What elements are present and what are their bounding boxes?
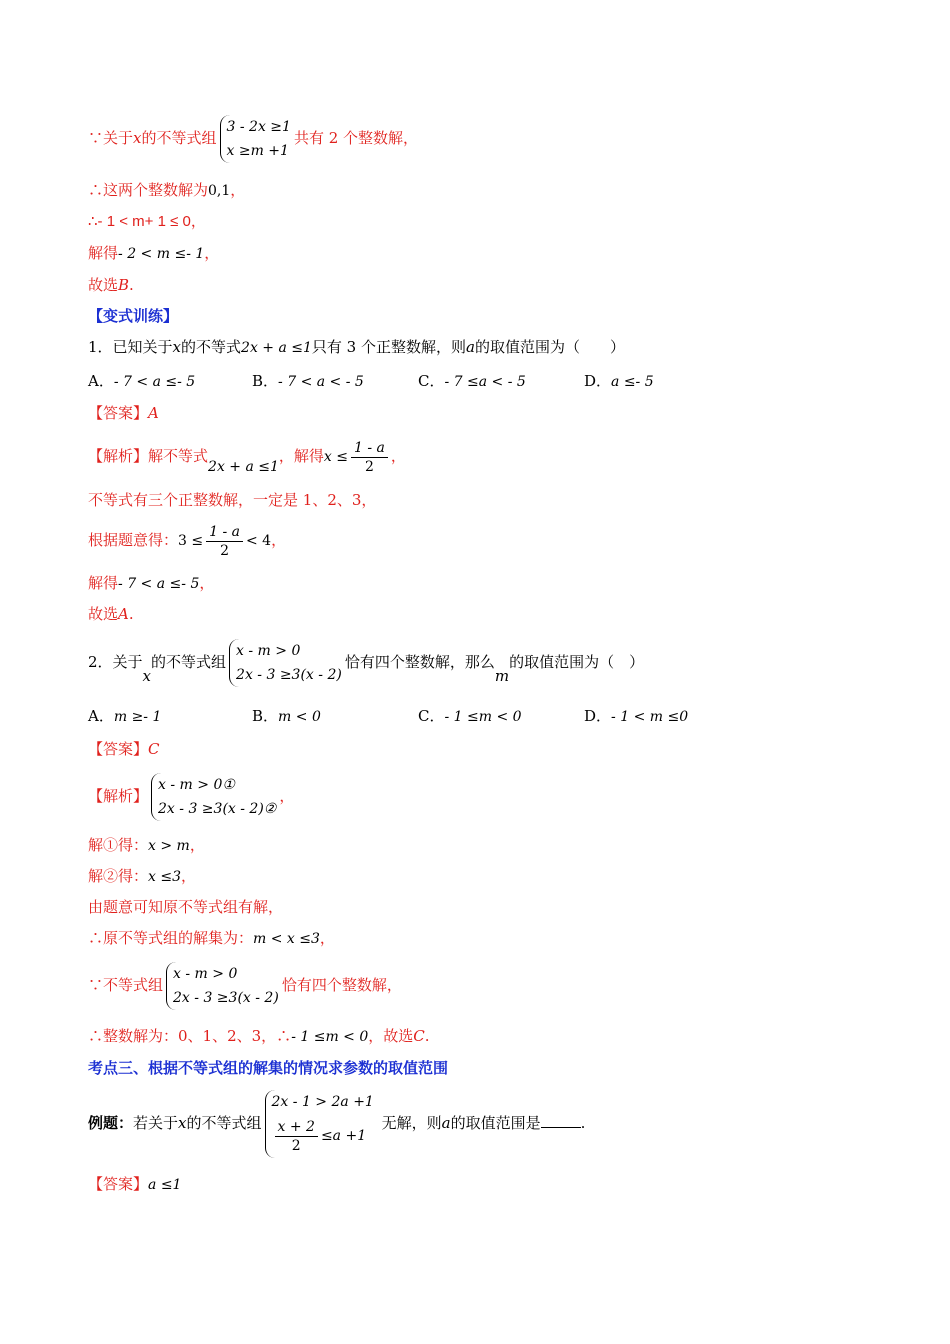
system-row-1: 3 - 2x ≥1	[226, 119, 291, 135]
text: ∵关于	[88, 129, 134, 147]
q1-stem	[88, 337, 625, 358]
text: 的取值范围是	[450, 1114, 541, 1132]
example-label: 例题：	[88, 1114, 134, 1132]
text: 若关于	[133, 1114, 179, 1132]
q2-option-d[interactable]	[584, 705, 688, 726]
answer-label: 【答案】	[88, 1175, 149, 1193]
text: 解得	[88, 244, 119, 262]
q2-option-a[interactable]	[88, 705, 161, 726]
system-row-1: x - m > 0	[173, 966, 238, 982]
fraction-denominator: 2	[291, 1137, 301, 1154]
answer: B	[118, 276, 130, 294]
option-text: - 1 < m ≤0	[611, 709, 689, 725]
math: 0,1	[208, 183, 231, 199]
fraction	[206, 523, 243, 560]
text: ，	[181, 867, 197, 885]
answer-value: A	[148, 404, 159, 422]
text: .	[580, 1114, 586, 1132]
q1-option-d[interactable]	[584, 370, 654, 391]
answer-label: 【答案】	[88, 404, 149, 422]
fraction-numerator: 1 - a	[351, 439, 388, 458]
answer: A	[118, 605, 129, 623]
math: ≤a +1	[320, 1128, 367, 1144]
option-text: m < 0	[278, 709, 321, 725]
q2-step-4	[88, 928, 335, 949]
q2-step-1	[88, 835, 205, 856]
math: 2x + a ≤1	[241, 340, 312, 356]
text: 解①得：	[88, 836, 149, 854]
text: ，	[319, 929, 335, 947]
answer: C	[413, 1027, 425, 1045]
math: - 7 < a ≤- 5	[118, 576, 200, 592]
text: 的取值范围为（ ）	[509, 653, 645, 671]
inequality-system	[265, 1090, 374, 1158]
q1-option-a[interactable]	[88, 370, 195, 391]
q2-analysis	[88, 768, 294, 824]
text: 根据题意得：	[88, 531, 179, 549]
answer-value: a ≤1	[148, 1177, 182, 1193]
system-row-2: 2x - 3 ≥3(x - 2)	[236, 667, 342, 683]
text: 无解，则	[381, 1114, 442, 1132]
text: ，故选	[368, 1027, 414, 1045]
option-text: a ≤- 5	[611, 374, 654, 390]
option-text: m ≥- 1	[113, 709, 162, 725]
example-answer	[88, 1174, 181, 1195]
text: 1．已知关于	[88, 338, 173, 356]
q1-analysis-line-5	[88, 604, 134, 624]
option-label: D．	[584, 372, 612, 390]
inequality-system	[166, 962, 279, 1010]
text: ∴这两个整数解为	[88, 181, 209, 199]
system-row-2: x ≥m +1	[226, 143, 289, 159]
var-x: x	[172, 338, 182, 356]
text: 解②得：	[88, 867, 149, 885]
q1-analysis	[88, 438, 406, 476]
fraction-numerator: x + 2	[275, 1118, 318, 1137]
text: 的不等式组	[186, 1114, 262, 1132]
var-a: a	[466, 338, 475, 356]
math: x > m	[148, 838, 190, 854]
var-m: m	[494, 667, 510, 685]
q2-step-6	[88, 1026, 430, 1047]
q1-answer	[88, 403, 159, 423]
solution-line-3	[88, 211, 206, 232]
math: x ≤3	[148, 869, 181, 885]
option-text: - 1 ≤m < 0	[444, 709, 522, 725]
analysis-label: 【解析】	[88, 787, 149, 805]
q2-option-c[interactable]	[418, 705, 522, 726]
text: .	[128, 605, 134, 623]
q2-step-3: 由题意可知原不等式组有解，	[88, 898, 284, 916]
solution-line-5	[88, 275, 134, 295]
text: 只有 3 个正整数解，则	[311, 338, 466, 356]
text: 恰有四个整数解，	[281, 976, 402, 994]
option-label: B．	[252, 707, 279, 725]
system-row-1: x - m > 0	[236, 643, 301, 659]
q2-step-2	[88, 866, 196, 887]
q2-option-b[interactable]	[252, 705, 321, 726]
var-x: x	[178, 1114, 187, 1132]
solution-line-1	[88, 115, 418, 163]
text: ，	[204, 244, 220, 262]
text: 故选	[88, 276, 119, 294]
fraction-numerator: 1 - a	[206, 523, 243, 542]
text: ∴整数解为：0、1、2、3，∴	[88, 1027, 292, 1045]
text: 的不等式	[181, 338, 242, 356]
text: 解不等式	[148, 447, 209, 465]
answer-label: 【答案】	[88, 740, 149, 758]
text: ∵不等式组	[88, 976, 164, 994]
q1-option-c[interactable]	[418, 370, 526, 391]
example	[88, 1085, 585, 1161]
system-row-1: x - m > 0①	[158, 777, 235, 793]
text: ，	[230, 181, 246, 199]
text: 2．关于	[88, 653, 143, 671]
text: ，	[199, 574, 215, 592]
solution-line-4	[88, 243, 219, 264]
q2-stem	[88, 634, 644, 690]
var-x: x	[142, 667, 152, 685]
math: 3 ≤	[178, 533, 204, 549]
text: ，	[271, 531, 287, 549]
q1-analysis-line-2: 不等式有三个正整数解，一定是 1、2、3，	[88, 491, 377, 509]
answer-value: C	[148, 740, 160, 758]
math: < 4	[246, 533, 272, 549]
system-row-1: 2x - 1 > 2a +1	[271, 1094, 374, 1110]
math: m < x ≤3	[253, 931, 320, 947]
system-row-2: 2x - 3 ≥3(x - 2)②	[158, 801, 277, 817]
option-label: B．	[252, 372, 279, 390]
var-a: a	[441, 1114, 451, 1132]
option-label: D．	[584, 707, 612, 725]
solution-line-2	[88, 180, 245, 201]
option-label: A．	[88, 372, 114, 390]
fraction-denominator: 2	[220, 542, 230, 559]
text: 共有 2 个整数解，	[293, 129, 419, 147]
text: 的不等式组	[141, 129, 217, 147]
math: 2x + a ≤1	[208, 459, 279, 475]
text: ，	[390, 447, 406, 465]
math: ∴- 1 < m+ 1 ≤ 0	[88, 213, 191, 230]
text: ，	[279, 787, 295, 805]
text: 故选	[88, 605, 119, 623]
option-label: C．	[418, 707, 445, 725]
text: ，解得	[278, 447, 324, 465]
fraction	[275, 1118, 318, 1155]
text: ，	[190, 212, 206, 230]
option-text: - 7 ≤a < - 5	[444, 374, 526, 390]
inequality-system	[229, 639, 342, 687]
q2-step-5	[88, 957, 402, 1013]
analysis-label: 【解析】	[88, 447, 149, 465]
math: x ≤	[323, 449, 348, 465]
text: .	[424, 1027, 430, 1045]
option-text: - 7 < a ≤- 5	[113, 374, 196, 390]
var-x: x	[133, 129, 142, 147]
q1-option-b[interactable]	[252, 370, 364, 391]
system-row-2: 2x - 3 ≥3(x - 2)	[173, 990, 279, 1006]
option-label: A．	[88, 707, 114, 725]
section3-title: 考点三、根据不等式组的解集的情况求参数的取值范围	[88, 1059, 449, 1077]
inequality-system	[220, 115, 291, 163]
fraction	[351, 439, 388, 476]
option-label: C．	[418, 372, 445, 390]
text: 恰有四个整数解，那么	[344, 653, 495, 671]
math: - 1 ≤m < 0	[291, 1029, 369, 1045]
text: 解得	[88, 574, 119, 592]
q1-analysis-line-3	[88, 522, 286, 560]
text: ∴原不等式组的解集为：	[88, 929, 254, 947]
text: 的不等式组	[151, 653, 227, 671]
section-variant-title: 【变式训练】	[88, 307, 179, 325]
fraction-denominator: 2	[364, 458, 374, 475]
system-row-2	[272, 1114, 374, 1158]
inequality-system	[151, 773, 276, 821]
q2-answer	[88, 739, 160, 759]
text: ，	[189, 836, 205, 854]
text: .	[129, 276, 134, 294]
option-text: - 7 < a < - 5	[278, 374, 364, 390]
answer-blank[interactable]	[541, 1115, 581, 1128]
q1-analysis-line-4	[88, 573, 214, 594]
math: - 2 < m ≤- 1	[118, 246, 205, 262]
text: 的取值范围为（ ）	[474, 338, 625, 356]
